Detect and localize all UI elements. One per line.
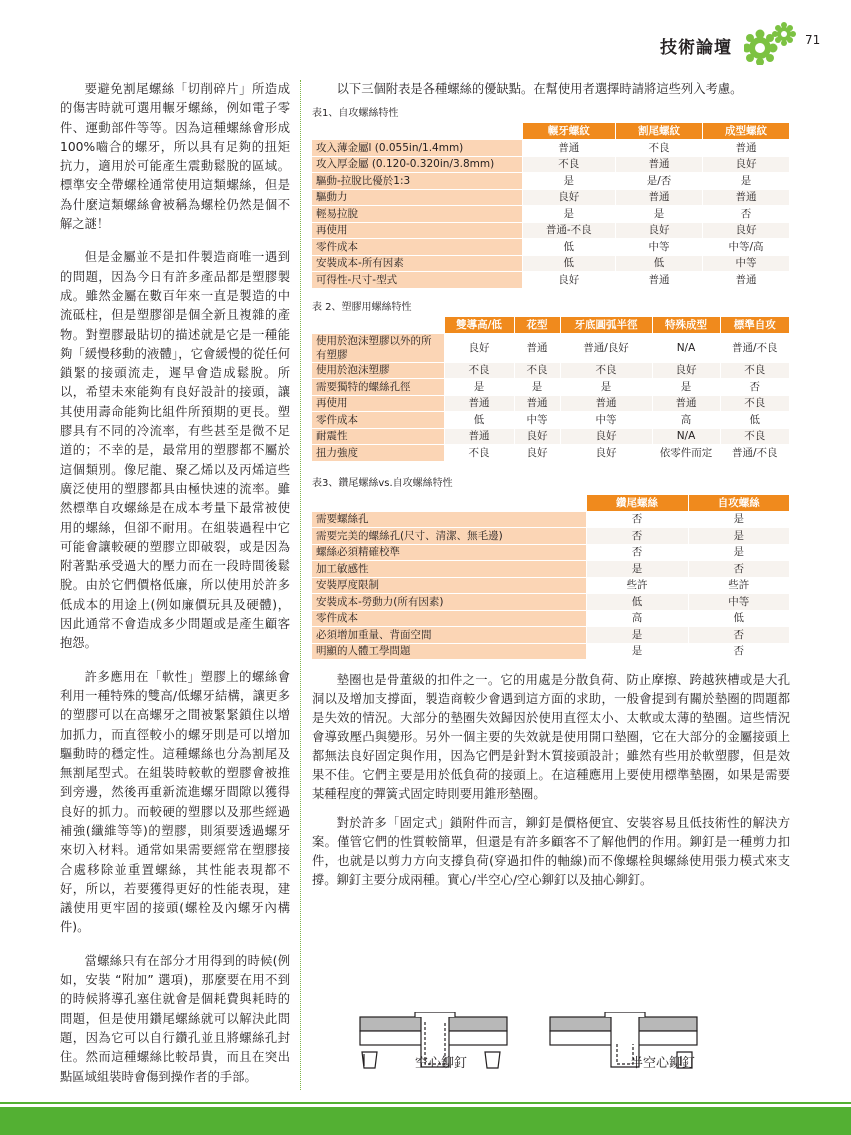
table-cell: 普通 xyxy=(444,428,514,445)
semi-hollow-rivet-label: 半空心鉚釘 xyxy=(630,1056,696,1071)
table-cell: 中等 xyxy=(514,412,560,429)
row-label: 扭力強度 xyxy=(312,445,444,462)
column-divider xyxy=(300,80,301,1090)
body-paragraph: 但是金屬並不是扣件製造商唯一遇到的問題，因為今日有許多產品都是塑膠製成。雖然金屬在數百年來一直是製造的中流砥柱，但是塑膠卻是個全新且複雜的產物。對塑膠最貼切的描述就是它是一種能夠「緩慢移動的液體」，它會緩慢的從任何鎖緊的接頭流走，遲早會造成鬆脫。所以，希望未來能夠有良好設計的接頭，讓其使用壽命能夠比組件所預期的更長。塑膠具有不同的冷流率，有些甚至是微不足道的；不幸的是，最常用的塑膠都不屬於這個類別。像尼龍、聚乙烯以及丙烯這些廣泛使用的塑膠都具由極快速的流率。雖然標準自攻螺絲是在成本考量下最常被使用的螺絲，但卻不耐用。在組裝過程中它可能會讓較硬的塑膠立即破裂，或是因為附著點承受過大的壓力而在一段時間後鬆脫。由於它們價格低廉，所以使用於許多低成本的用途上(例如廉價玩具及硬體)，因此通常不會造成多少問題或是產生顧客抱怨。 xyxy=(60,250,290,651)
row-label: 驅動-拉脫比優於1:3 xyxy=(312,173,522,190)
left-column xyxy=(60,80,290,1101)
table-cell: 是 xyxy=(560,379,652,396)
table-cell: 普通/不良 xyxy=(720,333,790,362)
body-paragraph: 當螺絲只有在部分才用得到的時候(例如，安裝 “附加” 選項)，那麼要在用不到的時候將導孔塞住就會是個耗費與耗時的問題，但是使用鑽尾螺絲就可以解決此問題，因為它可以自行鑽孔並且將螺絲孔封住。然而這種螺絲比較昂貴，而且在突出點區域組裝時會傷到操作者的手部。 xyxy=(60,953,290,1084)
table-cell: 良好 xyxy=(615,222,702,239)
table-row xyxy=(312,577,790,594)
table-cell: 低 xyxy=(522,255,615,272)
table-cell: 良好 xyxy=(560,445,652,462)
right-column xyxy=(312,80,790,900)
table-row xyxy=(312,362,790,379)
table-cell: 是 xyxy=(702,173,789,190)
row-label: 需要獨特的螺絲孔徑 xyxy=(312,379,444,396)
table-cell: 是 xyxy=(522,206,615,223)
table-cell: 中等 xyxy=(702,255,789,272)
table-cell: 中等/高 xyxy=(702,239,789,256)
table-header-row xyxy=(312,123,790,140)
table-row xyxy=(312,222,790,239)
table-cell: 是 xyxy=(522,173,615,190)
row-label: 安裝厚度限制 xyxy=(312,577,586,594)
table-row xyxy=(312,561,790,578)
table-cell: 是 xyxy=(688,511,790,528)
table-row xyxy=(312,643,790,660)
table-row xyxy=(312,445,790,462)
table-cell: 良好 xyxy=(514,445,560,462)
body-paragraph: 許多應用在「軟性」塑膠上的螺絲會利用一種特殊的雙高/低螺牙結構，讓更多的塑膠可以在高螺牙之間被緊緊鎖住以增加抓力，而直徑較小的螺牙則是可以增加驅動時的穩定性。這種螺絲也分為割尾及無割尾型式。在組裝時較軟的塑膠會被推到旁邊，然後再重新流進螺牙間隙以獲得良好的抓力。而較硬的塑膠以及那些經過補強(纖維等等)的塑膠，則須要透過螺牙來切入材料。通常如果需要經常在塑膠接合處移除並重置螺絲，其性能表現都不好，所以，若要獲得更好的性能表現，建議使用更牢固的接頭(螺栓及內螺牙內構件)。 xyxy=(60,669,290,935)
table-cell: 些許 xyxy=(688,577,790,594)
column-header: 輾牙螺紋 xyxy=(522,123,615,140)
table-row xyxy=(312,239,790,256)
table-cell: 良好 xyxy=(702,156,789,173)
table-cell: 普通 xyxy=(702,189,789,206)
tables-intro: 以下三個附表是各種螺絲的優缺點。在幫使用者選擇時請將這些列入考慮。 xyxy=(336,82,743,96)
table-cell: 低 xyxy=(688,610,790,627)
table-header-row xyxy=(312,495,790,512)
row-label: 攻入薄金屬l (0.055in/1.4mm) xyxy=(312,140,522,157)
table-row xyxy=(312,379,790,396)
table-cell: 不良 xyxy=(444,445,514,462)
table-cell: 普通 xyxy=(652,395,720,412)
table-cell: 良好 xyxy=(514,428,560,445)
hollow-rivet-label: 空心鉚釘 xyxy=(415,1056,468,1071)
table-cell: 普通 xyxy=(702,272,789,289)
table-cell: 是 xyxy=(514,379,560,396)
table2 xyxy=(312,317,790,462)
table-cell: 是 xyxy=(688,544,790,561)
table-cell: 是 xyxy=(586,627,688,644)
table-cell: 普通 xyxy=(522,140,615,157)
table-cell: 高 xyxy=(652,412,720,429)
table2-caption: 表 2、塑膠用螺絲特性 xyxy=(312,301,412,313)
header-corner xyxy=(312,123,522,140)
row-label: 驅動力 xyxy=(312,189,522,206)
row-label: 需要螺絲孔 xyxy=(312,511,586,528)
column-header: 成型螺紋 xyxy=(702,123,789,140)
table-cell: 否 xyxy=(688,643,790,660)
body-paragraph: 墊圈也是骨董級的扣件之一。它的用處是分散負荷、防止摩擦、跨越狹槽或是大孔洞以及增加支撐面，製造商較少會遇到這方面的求助，一般會提到有關於墊圈的問題都是失效的情況。大部分的墊圈失效歸因於使用直徑太小、太軟或太薄的墊圈。這些情況會導致壓凸與變形。另外一個主要的失效就是使用開口墊圈，它在大部分的金屬接頭上都無法良好固定與作用，因為它們是針對木質接頭設計；雖然有些用於軟塑膠，但是效果不佳。它們主要是用於低負荷的接頭上。在這種應用上要使用標準墊圈，如果是需要某種程度的彈簧式固定時則要用錐形墊圈。 xyxy=(312,673,790,801)
row-label: 使用於泡沫塑膠以外的所有塑膠 xyxy=(312,333,444,362)
table-cell: N/A xyxy=(652,333,720,362)
header-corner xyxy=(312,495,586,512)
table-row xyxy=(312,428,790,445)
table-cell: 良好 xyxy=(444,333,514,362)
row-label: 使用於泡沫塑膠 xyxy=(312,362,444,379)
gear-logo-icon xyxy=(744,20,799,65)
table-cell: 低 xyxy=(444,412,514,429)
table-cell: 是 xyxy=(444,379,514,396)
table-row xyxy=(312,544,790,561)
table-row xyxy=(312,255,790,272)
table-cell: 不良 xyxy=(615,140,702,157)
table-cell: 是 xyxy=(652,379,720,396)
table-cell: 是 xyxy=(615,206,702,223)
body-paragraph: 對於許多「固定式」鎖附件而言，鉚釘是價格便宜、安裝容易且低技術性的解決方案。僅管它們的性質較簡單，但還是有許多顧客不了解他們的作用。鉚釘是一種剪力扣件，也就是以剪力方向支撐負荷(穿過扣件的軸線)而不像螺栓與螺絲使用張力模式來支撐。鉚釘主要分成兩種。實心/半空心/空心鉚釘以及抽心鉚釘。 xyxy=(312,816,790,887)
table-cell: 中等 xyxy=(615,239,702,256)
table-row xyxy=(312,333,790,362)
table-cell: 普通 xyxy=(514,333,560,362)
table-cell: 普通 xyxy=(702,140,789,157)
row-label: 安裝成本-勞動力(所有因素) xyxy=(312,594,586,611)
row-label: 需要完美的螺絲孔(尺寸、清潔、無毛邊) xyxy=(312,528,586,545)
column-header: 特殊成型 xyxy=(652,317,720,334)
footer-rule xyxy=(0,1102,851,1104)
table-cell: 普通 xyxy=(514,395,560,412)
row-label: 零件成本 xyxy=(312,610,586,627)
table-cell: 普通/良好 xyxy=(560,333,652,362)
body-paragraph: 要避免割尾螺絲「切削碎片」所造成的傷害時就可選用輾牙螺絲，例如電子零件、運動部件等等。因為這種螺絲會形成100%嚙合的螺牙，所以具有足夠的扭矩抗力，適用於可能產生震動鬆脫的區域。標準安全帶螺栓通常使用這類螺絲，但是為什麼這類螺絲會被稱為螺栓仍然是個不解之謎！ xyxy=(60,82,290,232)
table-row xyxy=(312,206,790,223)
section-title: 技術論壇 xyxy=(660,38,732,58)
table1-caption: 表1、自攻螺絲特性 xyxy=(312,108,399,119)
table-row xyxy=(312,528,790,545)
table-cell: 良好 xyxy=(652,362,720,379)
row-label: 零件成本 xyxy=(312,412,444,429)
table-cell: 低 xyxy=(615,255,702,272)
table-cell: 否 xyxy=(586,528,688,545)
table-row xyxy=(312,395,790,412)
table-cell: 中等 xyxy=(688,594,790,611)
row-label: 零件成本 xyxy=(312,239,522,256)
table-row xyxy=(312,412,790,429)
table-cell: 否 xyxy=(702,206,789,223)
row-label: 明顯的人體工學問題 xyxy=(312,643,586,660)
column-header: 鑽尾螺絲 xyxy=(586,495,688,512)
table-row xyxy=(312,156,790,173)
row-label: 再使用 xyxy=(312,395,444,412)
column-header: 標準自攻 xyxy=(720,317,790,334)
column-header: 花型 xyxy=(514,317,560,334)
table-cell: 不良 xyxy=(560,362,652,379)
table-cell: N/A xyxy=(652,428,720,445)
column-header: 雙導高/低 xyxy=(444,317,514,334)
table3 xyxy=(312,495,790,661)
table-row xyxy=(312,627,790,644)
table-cell: 低 xyxy=(522,239,615,256)
table-cell: 良好 xyxy=(702,222,789,239)
table-cell: 良好 xyxy=(560,428,652,445)
table-cell: 是 xyxy=(688,528,790,545)
table-cell: 不良 xyxy=(720,395,790,412)
column-header: 牙底圓弧半徑 xyxy=(560,317,652,334)
row-label: 攻入厚金屬 (0.120-0.320in/3.8mm) xyxy=(312,156,522,173)
table-cell: 否 xyxy=(720,379,790,396)
table-row xyxy=(312,610,790,627)
row-label: 再使用 xyxy=(312,222,522,239)
column-header: 自攻螺絲 xyxy=(688,495,790,512)
table-cell: 依零件而定 xyxy=(652,445,720,462)
table-cell: 不良 xyxy=(720,428,790,445)
table-cell: 不良 xyxy=(514,362,560,379)
table-cell: 普通 xyxy=(444,395,514,412)
table-cell: 普通 xyxy=(615,272,702,289)
table-cell: 普通-不良 xyxy=(522,222,615,239)
table-row xyxy=(312,272,790,289)
row-label: 安裝成本-所有因素 xyxy=(312,255,522,272)
table-row xyxy=(312,173,790,190)
row-label: 可得性-尺寸-型式 xyxy=(312,272,522,289)
page-number: 71 xyxy=(805,33,821,47)
table-row xyxy=(312,594,790,611)
table-cell: 普通 xyxy=(615,156,702,173)
table-cell: 些許 xyxy=(586,577,688,594)
table-cell: 不良 xyxy=(720,362,790,379)
header-corner xyxy=(312,317,444,334)
table-cell: 否 xyxy=(688,627,790,644)
row-label: 螺絲必須精確校準 xyxy=(312,544,586,561)
table1 xyxy=(312,123,790,289)
table-cell: 低 xyxy=(586,594,688,611)
table-cell: 普通 xyxy=(560,395,652,412)
table-header-row xyxy=(312,317,790,334)
row-label: 耐震性 xyxy=(312,428,444,445)
table-cell: 普通/不良 xyxy=(720,445,790,462)
footer-band xyxy=(0,1107,851,1135)
table-cell: 是 xyxy=(586,561,688,578)
table-cell: 良好 xyxy=(522,272,615,289)
row-label: 必須增加重量、背面空間 xyxy=(312,627,586,644)
table-cell: 否 xyxy=(586,544,688,561)
table-cell: 是 xyxy=(586,643,688,660)
table-cell: 良好 xyxy=(522,189,615,206)
table-row xyxy=(312,189,790,206)
table-cell: 低 xyxy=(720,412,790,429)
column-header: 割尾螺紋 xyxy=(615,123,702,140)
table-cell: 普通 xyxy=(615,189,702,206)
table-cell: 否 xyxy=(688,561,790,578)
table3-caption: 表3、鑽尾螺絲vs.自攻螺絲特性 xyxy=(312,477,453,489)
table-cell: 不良 xyxy=(444,362,514,379)
table-cell: 否 xyxy=(586,511,688,528)
table-row xyxy=(312,140,790,157)
row-label: 加工敏感性 xyxy=(312,561,586,578)
row-label: 輕易拉脫 xyxy=(312,206,522,223)
table-cell: 中等 xyxy=(560,412,652,429)
table-cell: 是/否 xyxy=(615,173,702,190)
table-cell: 高 xyxy=(586,610,688,627)
table-cell: 不良 xyxy=(522,156,615,173)
table-row xyxy=(312,511,790,528)
